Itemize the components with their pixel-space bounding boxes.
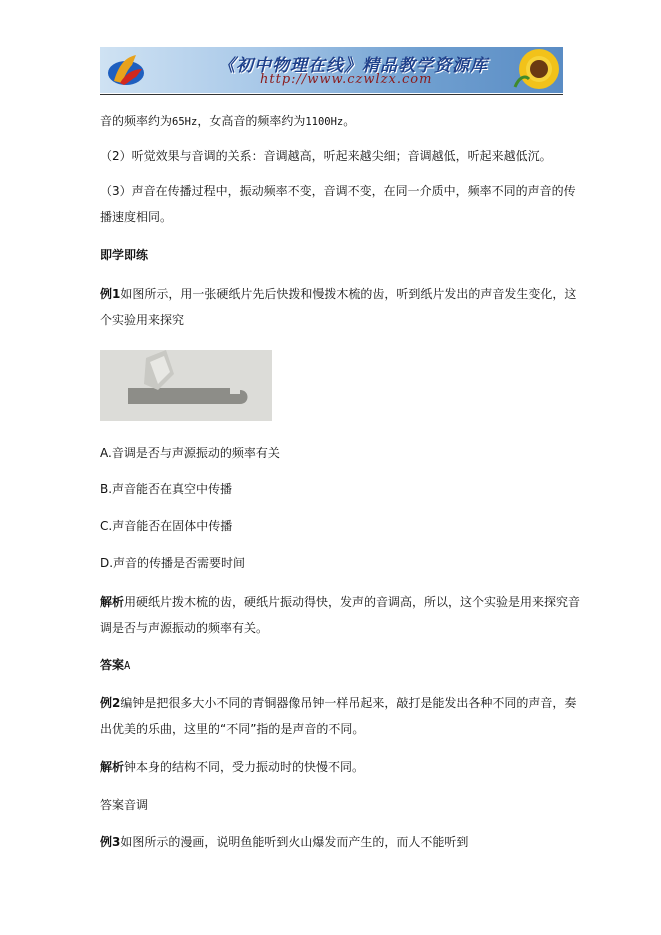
analysis1-line1 xyxy=(100,591,581,614)
example-label: 例2 xyxy=(100,696,121,710)
example2-line2: 出优美的乐曲，这里的“不同”指的是声音的不同。 xyxy=(100,722,365,736)
answer-value: A xyxy=(124,660,131,672)
site-logo-icon xyxy=(106,51,146,89)
text-fragment: 音的频率约为 xyxy=(100,114,173,128)
text-fragment: 。 xyxy=(343,114,356,128)
example-text: 如图所示的漫画，说明鱼能听到火山爆发而产生的，而人不能听到 xyxy=(120,835,469,849)
banner-url[interactable]: http://www.czwlzx.com xyxy=(260,72,433,87)
option-a: A.音调是否与声源振动的频率有关 xyxy=(100,446,280,460)
example-text: 如图所示，用一张硬纸片先后快拨和慢拨木梳的齿，听到纸片发出的声音发生变化，这 xyxy=(120,287,577,301)
analysis-label: 解析 xyxy=(100,760,125,774)
analysis-text: 用硬纸片拨木梳的齿，硬纸片振动得快，发声的音调高，所以，这个实验是用来探究音 xyxy=(124,595,581,609)
example3-line1 xyxy=(100,831,570,854)
comb-figure xyxy=(100,350,272,421)
paragraph-frequency xyxy=(100,110,570,134)
section-heading: 即学即练 xyxy=(100,248,149,262)
example1-line1 xyxy=(100,283,577,306)
answer1 xyxy=(100,654,570,678)
frequency-female: 1100Hz xyxy=(305,116,344,128)
example-label: 例1 xyxy=(100,287,121,301)
header-rule xyxy=(100,94,563,95)
comb-illustration-icon xyxy=(100,350,272,421)
example2-line1 xyxy=(100,692,577,715)
example1-line2: 个实验用来探究 xyxy=(100,313,185,327)
frequency-male: 65Hz xyxy=(172,116,198,128)
answer-label: 答案 xyxy=(100,658,125,672)
option-d: D.声音的传播是否需要时间 xyxy=(100,556,246,570)
paragraph-propagation-line2: 播速度相同。 xyxy=(100,210,173,224)
paragraph-pitch-relation: （2）听觉效果与音调的关系：音调越高，听起来越尖细；音调越低，听起来越低沉。 xyxy=(100,149,552,163)
option-b: B.声音能否在真空中传播 xyxy=(100,482,233,496)
example-label: 例3 xyxy=(100,835,121,849)
analysis-label: 解析 xyxy=(100,595,125,609)
analysis-text: 钟本身的结构不同，受力振动时的快慢不同。 xyxy=(124,760,365,774)
analysis2 xyxy=(100,756,570,779)
banner-title: 《初中物理在线》精品教学资源库 xyxy=(218,56,488,76)
option-c: C.声音能否在固体中传播 xyxy=(100,519,233,533)
header-banner xyxy=(100,47,563,93)
text-fragment: ，女高音的频率约为 xyxy=(197,114,306,128)
analysis1-line2: 调是否与声源振动的频率有关。 xyxy=(100,621,269,635)
example-text: 编钟是把很多大小不同的青铜器像吊钟一样吊起来，敲打是能发出各种不同的声音，奏 xyxy=(120,696,577,710)
paragraph-propagation-line1: （3）声音在传播过程中，振动频率不变，音调不变，在同一介质中，频率不同的声音的传 xyxy=(100,184,576,198)
answer2: 答案音调 xyxy=(100,798,149,812)
sunflower-icon xyxy=(505,47,563,93)
